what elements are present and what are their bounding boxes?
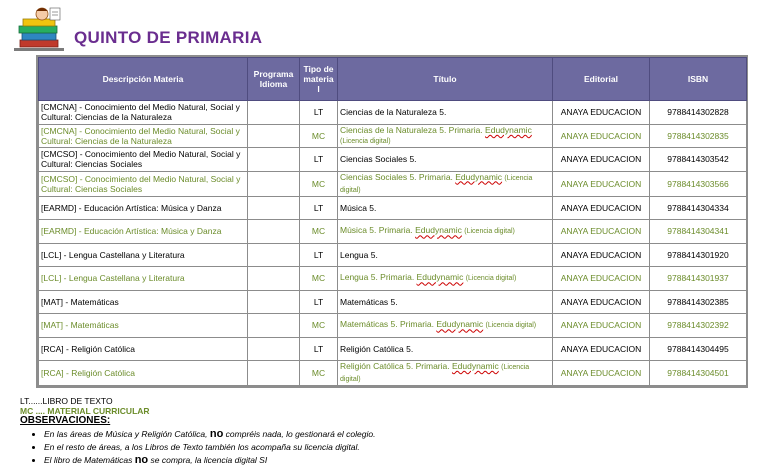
cell-tipo: LT [300,290,338,314]
cell-descripcion: [MAT] - Matemáticas [39,290,248,314]
observation-text: En el resto de áreas, a los Libros de Texto también los acompaña su licencia digital. [44,442,360,452]
cell-descripcion: [CMCSO] - Conocimiento del Medio Natural, Social y Cultural: Ciencias Sociales [39,148,248,172]
cell-isbn: 9788414301937 [650,267,747,291]
cell-tipo: LT [300,337,338,361]
cell-editorial: ANAYA EDUCACION [553,196,650,220]
cell-isbn: 9788414302385 [650,290,747,314]
cell-titulo [338,196,553,220]
license-note: (Licencia digital) [340,137,391,145]
cell-programa [248,314,300,338]
cell-titulo [338,243,553,267]
cell-titulo [338,124,553,148]
legend-lt: LT......LIBRO DE TEXTO [20,396,113,406]
observation-emphasis: no [134,454,149,466]
cell-titulo [338,148,553,172]
cell-descripcion: [EARMD] - Educación Artística: Música y Danza [39,196,248,220]
cell-editorial: ANAYA EDUCACION [553,290,650,314]
observation-item [44,454,375,467]
title-text: Religión Católica 5. Primaria. [340,361,452,371]
title-text: Ciencias de la Naturaleza 5. Primaria. [340,124,486,135]
cell-descripcion: [LCL] - Lengua Castellana y Literatura [39,267,248,291]
observation-text: En las áreas de Música y Religión Católica, [44,429,210,439]
cell-tipo: MC [300,314,338,338]
table-header-row [39,58,747,101]
brand-text: Edudynamic [451,361,499,371]
title-text: Ciencias Sociales 5. [340,154,417,165]
page-title: QUINTO DE PRIMARIA [74,28,263,47]
title-text: Ciencias Sociales 5. Primaria. [340,171,456,182]
cell-editorial: ANAYA EDUCACION [553,267,650,291]
table-row [39,148,747,172]
cell-programa [248,101,300,125]
table-row [39,314,747,338]
cell-descripcion: [EARMD] - Educación Artística: Música y Danza [39,220,248,244]
cell-isbn: 9788414303542 [650,148,747,172]
cell-programa [248,337,300,361]
table-row [39,243,747,267]
cell-programa [248,243,300,267]
observation-text: El libro de Matemáticas [44,455,135,465]
col-header-isbn: ISBN [650,58,747,101]
cell-programa [248,267,300,291]
cell-descripcion: [CMCSO] - Conocimiento del Medio Natural, Social y Cultural: Ciencias Sociales [39,171,248,196]
table-row [39,220,747,244]
cell-descripcion: [MAT] - Matemáticas [39,314,248,338]
cell-programa [248,124,300,148]
table-row [39,337,747,361]
cell-tipo: MC [300,220,338,244]
observations-title: OBSERVACIONES: [20,415,111,426]
brand-text: Edudynamic [485,124,532,135]
brand-text: Edudynamic [436,319,484,330]
cell-programa [248,148,300,172]
cell-editorial: ANAYA EDUCACION [553,101,650,125]
cell-isbn: 9788414302392 [650,314,747,338]
title-text: Religión Católica 5. [340,343,414,354]
cell-descripcion: [RCA] - Religión Católica [39,337,248,361]
legend-mc: MC .... MATERIAL CURRICULAR [20,406,150,416]
cell-programa [248,171,300,196]
license-note: (Licencia digital) [340,364,530,383]
cell-descripcion: [CMCNA] - Conocimiento del Medio Natural, Social y Cultural: Ciencias de la Naturaleza [39,124,248,148]
cell-tipo: MC [300,171,338,196]
title-text: Lengua 5. Primaria. [340,272,417,283]
cell-isbn: 9788414303566 [650,171,747,196]
cell-titulo [338,337,553,361]
cell-descripcion: [RCA] - Religión Católica [39,361,248,386]
cell-programa [248,220,300,244]
cell-programa [248,290,300,314]
cell-tipo: LT [300,101,338,125]
legend [20,396,150,426]
cell-descripcion: [CMCNA] - Conocimiento del Medio Natural, Social y Cultural: Ciencias de la Naturaleza [39,101,248,125]
col-header-tipo: Tipo de materia l [300,58,338,101]
observation-item [44,428,375,441]
cell-tipo: MC [300,361,338,386]
cell-tipo: LT [300,243,338,267]
license-note: (Licencia digital) [465,275,517,283]
observation-text-end: compréis nada, lo gestionará el colegio. [223,429,376,439]
books-logo-icon [14,6,66,52]
cell-editorial: ANAYA EDUCACION [553,314,650,338]
cell-titulo [338,267,553,291]
title-text: Música 5. [340,202,377,213]
table-row [39,196,747,220]
cell-editorial: ANAYA EDUCACION [553,124,650,148]
brand-text: Edudynamic [455,171,503,182]
table-row [39,361,747,386]
cell-isbn: 9788414302828 [650,101,747,125]
cell-titulo [338,101,553,125]
cell-editorial: ANAYA EDUCACION [553,243,650,267]
brand-text: Edudynamic [415,225,462,236]
cell-descripcion: [LCL] - Lengua Castellana y Literatura [39,243,248,267]
observations-list [30,428,375,467]
table-row [39,101,747,125]
col-header-editorial: Editorial [553,58,650,101]
cell-tipo: LT [300,196,338,220]
col-header-titulo: Título [338,58,553,101]
cell-tipo: MC [300,124,338,148]
cell-editorial: ANAYA EDUCACION [553,171,650,196]
cell-titulo [338,314,553,338]
license-note: (Licencia digital) [464,228,515,236]
cell-titulo [338,361,553,386]
title-text: Ciencias de la Naturaleza 5. [340,107,447,118]
table-row [39,290,747,314]
cell-editorial: ANAYA EDUCACION [553,337,650,361]
cell-tipo: MC [300,267,338,291]
cell-isbn: 9788414304501 [650,361,747,386]
observation-emphasis: no [209,428,224,440]
cell-tipo: LT [300,148,338,172]
cell-isbn: 9788414302835 [650,124,747,148]
cell-programa [248,196,300,220]
cell-titulo [338,220,553,244]
table-row [39,124,747,148]
title-text: Lengua 5. [340,249,378,260]
books-table [38,57,747,386]
cell-editorial: ANAYA EDUCACION [553,361,650,386]
cell-programa [248,361,300,386]
observation-text-end: se compra, la licencia digital SI [148,455,268,465]
col-header-descripcion: Descripción Materia [39,58,248,101]
brand-text: Edudynamic [416,272,464,283]
cell-isbn: 9788414301920 [650,243,747,267]
cell-isbn: 9788414304341 [650,220,747,244]
cell-isbn: 9788414304495 [650,337,747,361]
title-text: Matemáticas 5. Primaria. [340,319,437,330]
col-header-programa: Programa Idioma [248,58,300,101]
cell-editorial: ANAYA EDUCACION [553,148,650,172]
page-header [10,6,410,52]
observation-item [44,441,375,454]
cell-titulo [338,290,553,314]
cell-editorial: ANAYA EDUCACION [553,220,650,244]
books-table-frame [36,55,748,388]
license-note: (Licencia digital) [340,174,533,194]
title-text: Música 5. Primaria. [340,225,416,236]
table-body [39,101,747,386]
title-text: Matemáticas 5. [340,296,398,307]
cell-titulo [338,171,553,196]
table-row [39,171,747,196]
license-note: (Licencia digital) [485,322,537,330]
cell-isbn: 9788414304334 [650,196,747,220]
table-row [39,267,747,291]
